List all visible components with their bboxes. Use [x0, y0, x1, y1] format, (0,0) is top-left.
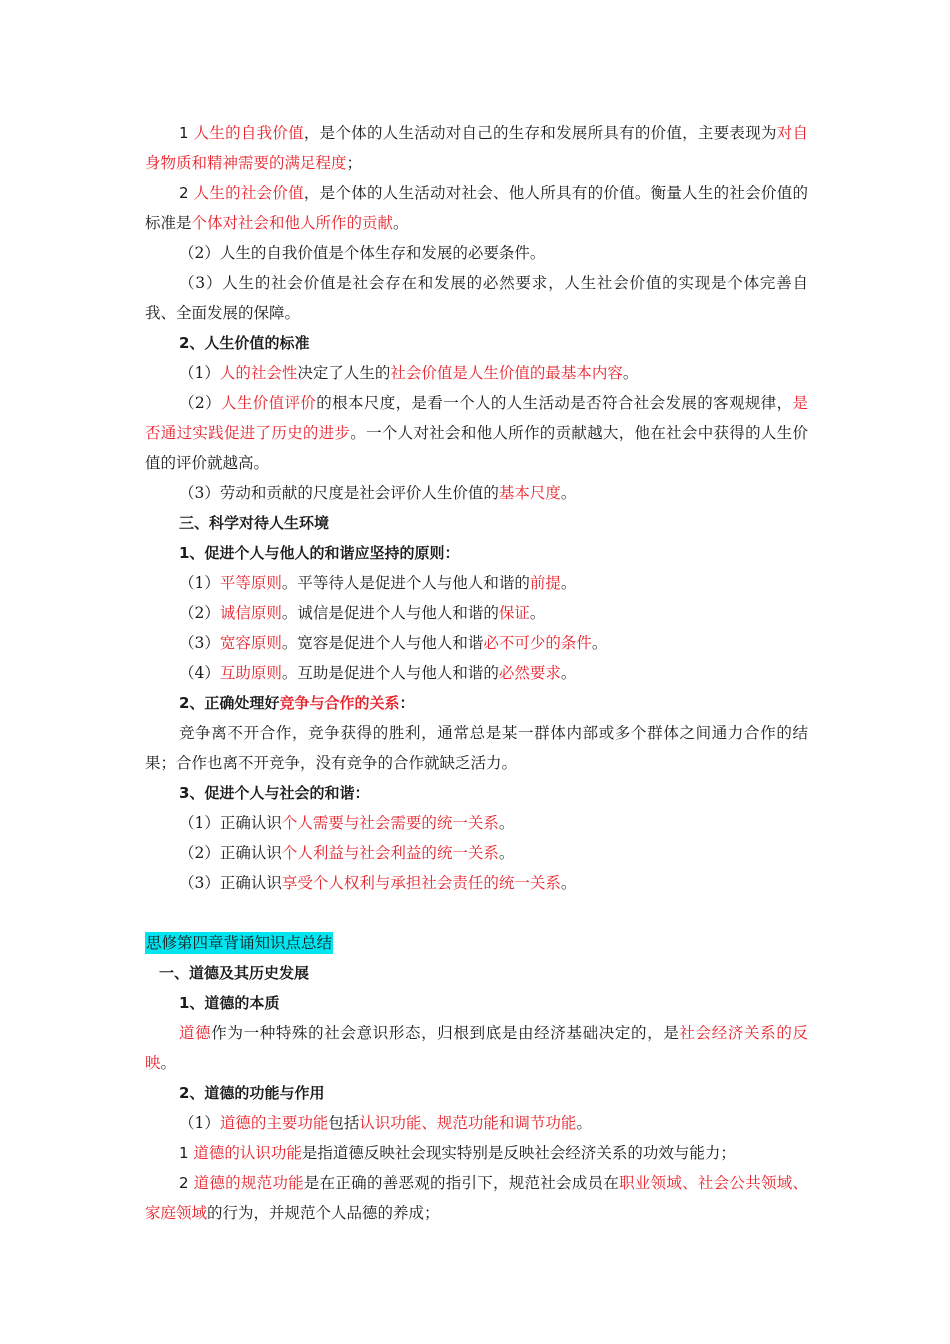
- heading-morality-essence: 1、道德的本质: [179, 994, 280, 1012]
- heading-morality-functions: 2、道德的功能与作用: [179, 1084, 325, 1102]
- paragraph-self-value: 1 人生的自我价值，是个体的人生活动对自己的生存和发展所具有的价值，主要表现为对自身物质和精神需要的满足程度；: [145, 124, 808, 172]
- heading-competition-cooperation: 2、正确处理好竞争与合作的关系：: [179, 694, 415, 712]
- paragraph-recognize-3: （3）正确认识享受个人权利与承担社会责任的统一关系。: [179, 874, 577, 892]
- paragraph-item-2: （2）人生的自我价值是个体生存和发展的必要条件。: [179, 244, 546, 262]
- chapter-title-row: [145, 928, 808, 958]
- paragraph-cognitive-function: 1 道德的认识功能是指道德反映社会现实特别是反映社会经济关系的功效与能力；: [179, 1144, 736, 1162]
- paragraph-social-value: 2 人生的社会价值，是个体的人生活动对社会、他人所具有的价值。衡量人生的社会价值的标准是个体对社会和他人所作的贡献。: [145, 184, 808, 232]
- paragraph-morality-essence: 道德作为一种特殊的社会意识形态，归根到底是由经济基础决定的，是社会经济关系的反映。: [145, 1024, 808, 1072]
- paragraph-recognize-1: （1）正确认识个人需要与社会需要的统一关系。: [179, 814, 515, 832]
- section-gap: [145, 898, 808, 928]
- heading-individual-society: 3、促进个人与社会的和谐：: [179, 784, 370, 802]
- paragraph-normative-function: 2 道德的规范功能是在正确的善恶观的指引下，规范社会成员在职业领域、社会公共领域、家庭领域的行为，并规范个人品德的养成；: [145, 1174, 808, 1222]
- paragraph-principle-2: （2）诚信原则。诚信是促进个人与他人和谐的保证。: [179, 604, 546, 622]
- heading-life-value-standard: 2、人生价值的标准: [179, 334, 310, 352]
- paragraph-principle-4: （4）互助原则。互助是促进个人与他人和谐的必然要求。: [179, 664, 577, 682]
- chapter-title: 思修第四章背诵知识点总结: [146, 934, 333, 952]
- paragraph-recognize-2: （2）正确认识个人利益与社会利益的统一关系。: [179, 844, 515, 862]
- heading-life-environment: 三、科学对待人生环境: [179, 514, 330, 532]
- heading-harmony-principles: 1、促进个人与他人的和谐应坚持的原则：: [179, 544, 460, 562]
- document-page: [145, 118, 808, 1228]
- paragraph-competition: 竞争离不开合作，竞争获得的胜利，通常总是某一群体内部或多个群体之间通力合作的结果；合作也离不开竞争，没有竞争的合作就缺乏活力。: [145, 724, 808, 772]
- paragraph-standard-3: （3）劳动和贡献的尺度是社会评价人生价值的基本尺度。: [179, 484, 577, 502]
- paragraph-principle-3: （3）宽容原则。宽容是促进个人与他人和谐必不可少的条件。: [179, 634, 608, 652]
- paragraph-item-3: （3）人生的社会价值是社会存在和发展的必然要求，人生社会价值的实现是个体完善自我、全面发展的保障。: [145, 274, 808, 322]
- paragraph-principle-1: （1）平等原则。平等待人是促进个人与他人和谐的前提。: [179, 574, 577, 592]
- paragraph-standard-1: （1）人的社会性决定了人生的社会价值是人生价值的最基本内容。: [179, 364, 639, 382]
- paragraph-main-functions: （1）道德的主要功能包括认识功能、规范功能和调节功能。: [179, 1114, 592, 1132]
- heading-morality-history: 一、道德及其历史发展: [159, 964, 310, 982]
- paragraph-standard-2: （2）人生价值评价的根本尺度，是看一个人的人生活动是否符合社会发展的客观规律，是否通过实践促进了历史的进步。一个人对社会和他人所作的贡献越大，他在社会中获得的人生价值的评价就越高。: [145, 394, 808, 472]
